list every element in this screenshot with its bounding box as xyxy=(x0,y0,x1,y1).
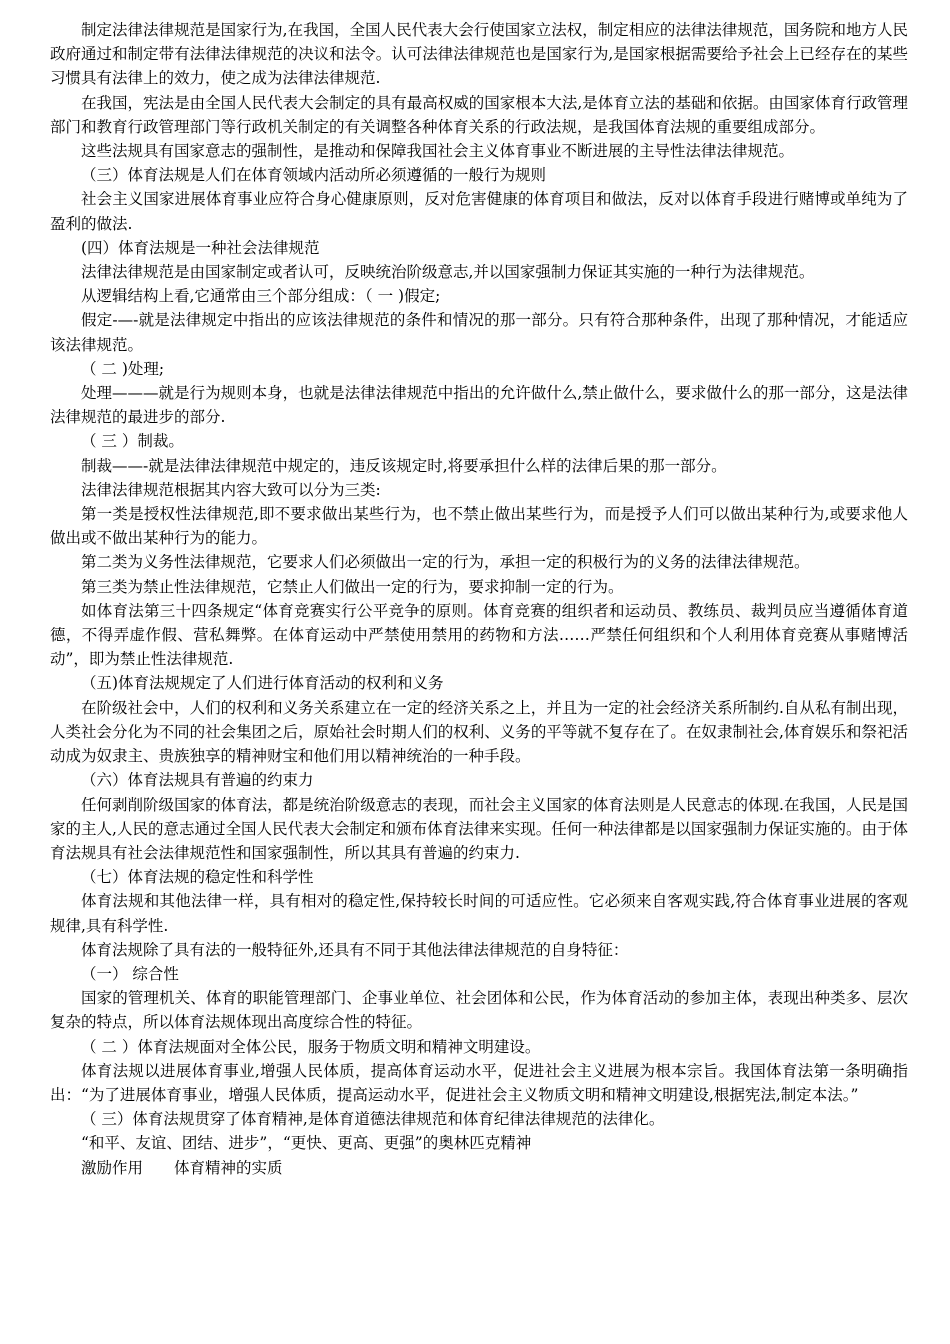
subheading-comprehensive: （一） 综合性 xyxy=(81,964,179,983)
subheading-spirit: （ 三）体育法规贯穿了体育精神,是体育道德法律规范和体育纪律法律规范的法律化。 xyxy=(81,1110,665,1129)
paragraph-10: 法律法律规范根据其内容大致可以分为三类: xyxy=(81,480,381,499)
subheading-processing: （ 二 )处理; xyxy=(81,359,165,378)
paragraph-2: 在我国，宪法是由全国人民代表大会制定的具有最高权威的国家根本大法,是体育立法的基础和依据。由国家体育行政管理部门和教育行政管理部门等行政机关制定的有关调整各种体育关系的行政法规，是我国体育法规的重要组成部分。 xyxy=(50,93,908,136)
section-heading-3: （三）体育法规是人们在体育领域内活动所必须遵循的一般行为规则 xyxy=(81,166,547,185)
paragraph-4: 社会主义国家进展体育事业应符合身心健康原则，反对危害健康的体育项目和做法，反对以体育手段进行赌博或单纯为了盈利的做法. xyxy=(50,190,908,233)
paragraph-8: 处理———就是行为规则本身，也就是法律法律规范中指出的允许做什么,禁止做什么，要求做什么的那一部分，这是法律法律规范的最进步的部分. xyxy=(50,384,908,427)
paragraph-6: 从逻辑结构上看,它通常由三个部分组成：（ 一 )假定; xyxy=(81,287,441,306)
paragraph-3: 这些法规具有国家意志的强制性，是推动和保障我国社会主义体育事业不断进展的主导性法律法律规范。 xyxy=(81,142,795,161)
paragraph-12: 第二类为义务性法律规范，它要求人们必须做出一定的行为，承担一定的积极行为的义务的法律法律规范。 xyxy=(81,553,810,572)
section-heading-4: (四）体育法规是一种社会法律规范 xyxy=(81,238,320,257)
paragraph-11: 第一类是授权性法律规范,即不要求做出某些行为，也不禁止做出某些行为，而是授予人们可以做出某种行为,或要求他人做出或不做出某种行为的能力。 xyxy=(50,505,908,548)
paragraph-20: 体育法规以进展体育事业,增强人民体质，提高体育运动水平，促进社会主义进展为根本宗旨。我国体育法第一条明确指出：“为了进展体育事业，增强人民体质，提高运动水平，促进社会主义物质文明和精神文明建设,根据宪法,制定本法。” xyxy=(50,1061,908,1104)
paragraph-19: 国家的管理机关、体育的职能管理部门、企事业单位、社会团体和公民，作为体育活动的参加主体，表现出种类多、层次复杂的特点，所以体育法规体现出高度综合性的特征。 xyxy=(50,989,908,1032)
subheading-citizens: （ 二 ）体育法规面对全体公民，服务于物质文明和精神文明建设。 xyxy=(81,1037,541,1056)
paragraph-16: 任何剥削阶级国家的体育法，都是统治阶级意志的表现，而社会主义国家的体育法则是人民意志的体现.在我国，人民是国家的主人,人民的意志通过全国人民代表大会制定和颁布体育法律来实现。任何一种法律都是以国家强制力保证实施的。由于体育法规具有社会法律规范性和国家强制性，所以其具有普遍的约束力. xyxy=(50,795,908,862)
paragraph-17: 体育法规和其他法律一样，具有相对的稳定性,保持较长时间的可适应性。它必须来自客观实践,符合体育事业进展的客观规律,具有科学性. xyxy=(50,892,908,935)
paragraph-5: 法律法律规范是由国家制定或者认可，反映统治阶级意志,并以国家强制力保证其实施的一种行为法律规范。 xyxy=(81,263,815,282)
paragraph-15: 在阶级社会中，人们的权利和义务关系建立在一定的经济关系之上，并且为一定的社会经济关系所制约.自从私有制出现，人类社会分化为不同的社会集团之后，原始社会时期人们的权利、义务的平等就不复存在了。在奴隶制社会,体育娱乐和祭祀活动成为奴隶主、贵族独享的精神财宝和他们用以精神统治的一种手段。 xyxy=(50,698,908,766)
paragraph-18: 体育法规除了具有法的一般特征外,还具有不同于其他法律法律规范的自身特征： xyxy=(81,940,629,959)
paragraph-13: 第三类为禁止性法律规范，它禁止人们做出一定的行为，要求抑制一定的行为。 xyxy=(81,577,624,596)
paragraph-7: 假定-—-就是法律规定中指出的应该法律规范的条件和情况的那一部分。只有符合那种条件，出现了那种情况，才能适应该法律规范。 xyxy=(50,311,908,354)
section-heading-6: （六）体育法规具有普遍的约束力 xyxy=(81,771,314,790)
section-heading-7: （七）体育法规的稳定性和科学性 xyxy=(81,868,314,887)
paragraph-1: 制定法律法律规范是国家行为,在我国，全国人民代表大会行使国家立法权，制定相应的法律法律规范，国务院和地方人民政府通过和制定带有法律法律规范的决议和法令。认可法律法律规范也是国家行为,是国家根据需要给予社会上已经存在的某些习惯具有法律上的效力，使之成为法律法律规范. xyxy=(50,21,908,88)
paragraph-9: 制裁——-就是法律法律规范中规定的，违反该规定时,将要承担什么样的法律后果的那一部分。 xyxy=(81,456,727,475)
section-heading-5: （五)体育法规规定了人们进行体育活动的权利和义务 xyxy=(81,674,444,693)
subheading-sanction: （ 三 ）制裁。 xyxy=(81,432,184,451)
paragraph-14: 如体育法第三十四条规定“体育竞赛实行公平竞争的原则。体育竞赛的组织者和运动员、教练员、裁判员应当遵循体育道德，不得弄虚作假、营私舞弊。在体育运动中严禁使用禁用的药物和方法……严禁任何组织和个人利用体育竞赛从事赌博活动”，即为禁止性法律规范. xyxy=(50,601,908,669)
paragraph-21: “和平、友谊、团结、进步”，“更快、更高、更强”的奥林匹克精神 xyxy=(81,1134,532,1153)
paragraph-22: 激励作用 体育精神的实质 xyxy=(81,1158,283,1177)
